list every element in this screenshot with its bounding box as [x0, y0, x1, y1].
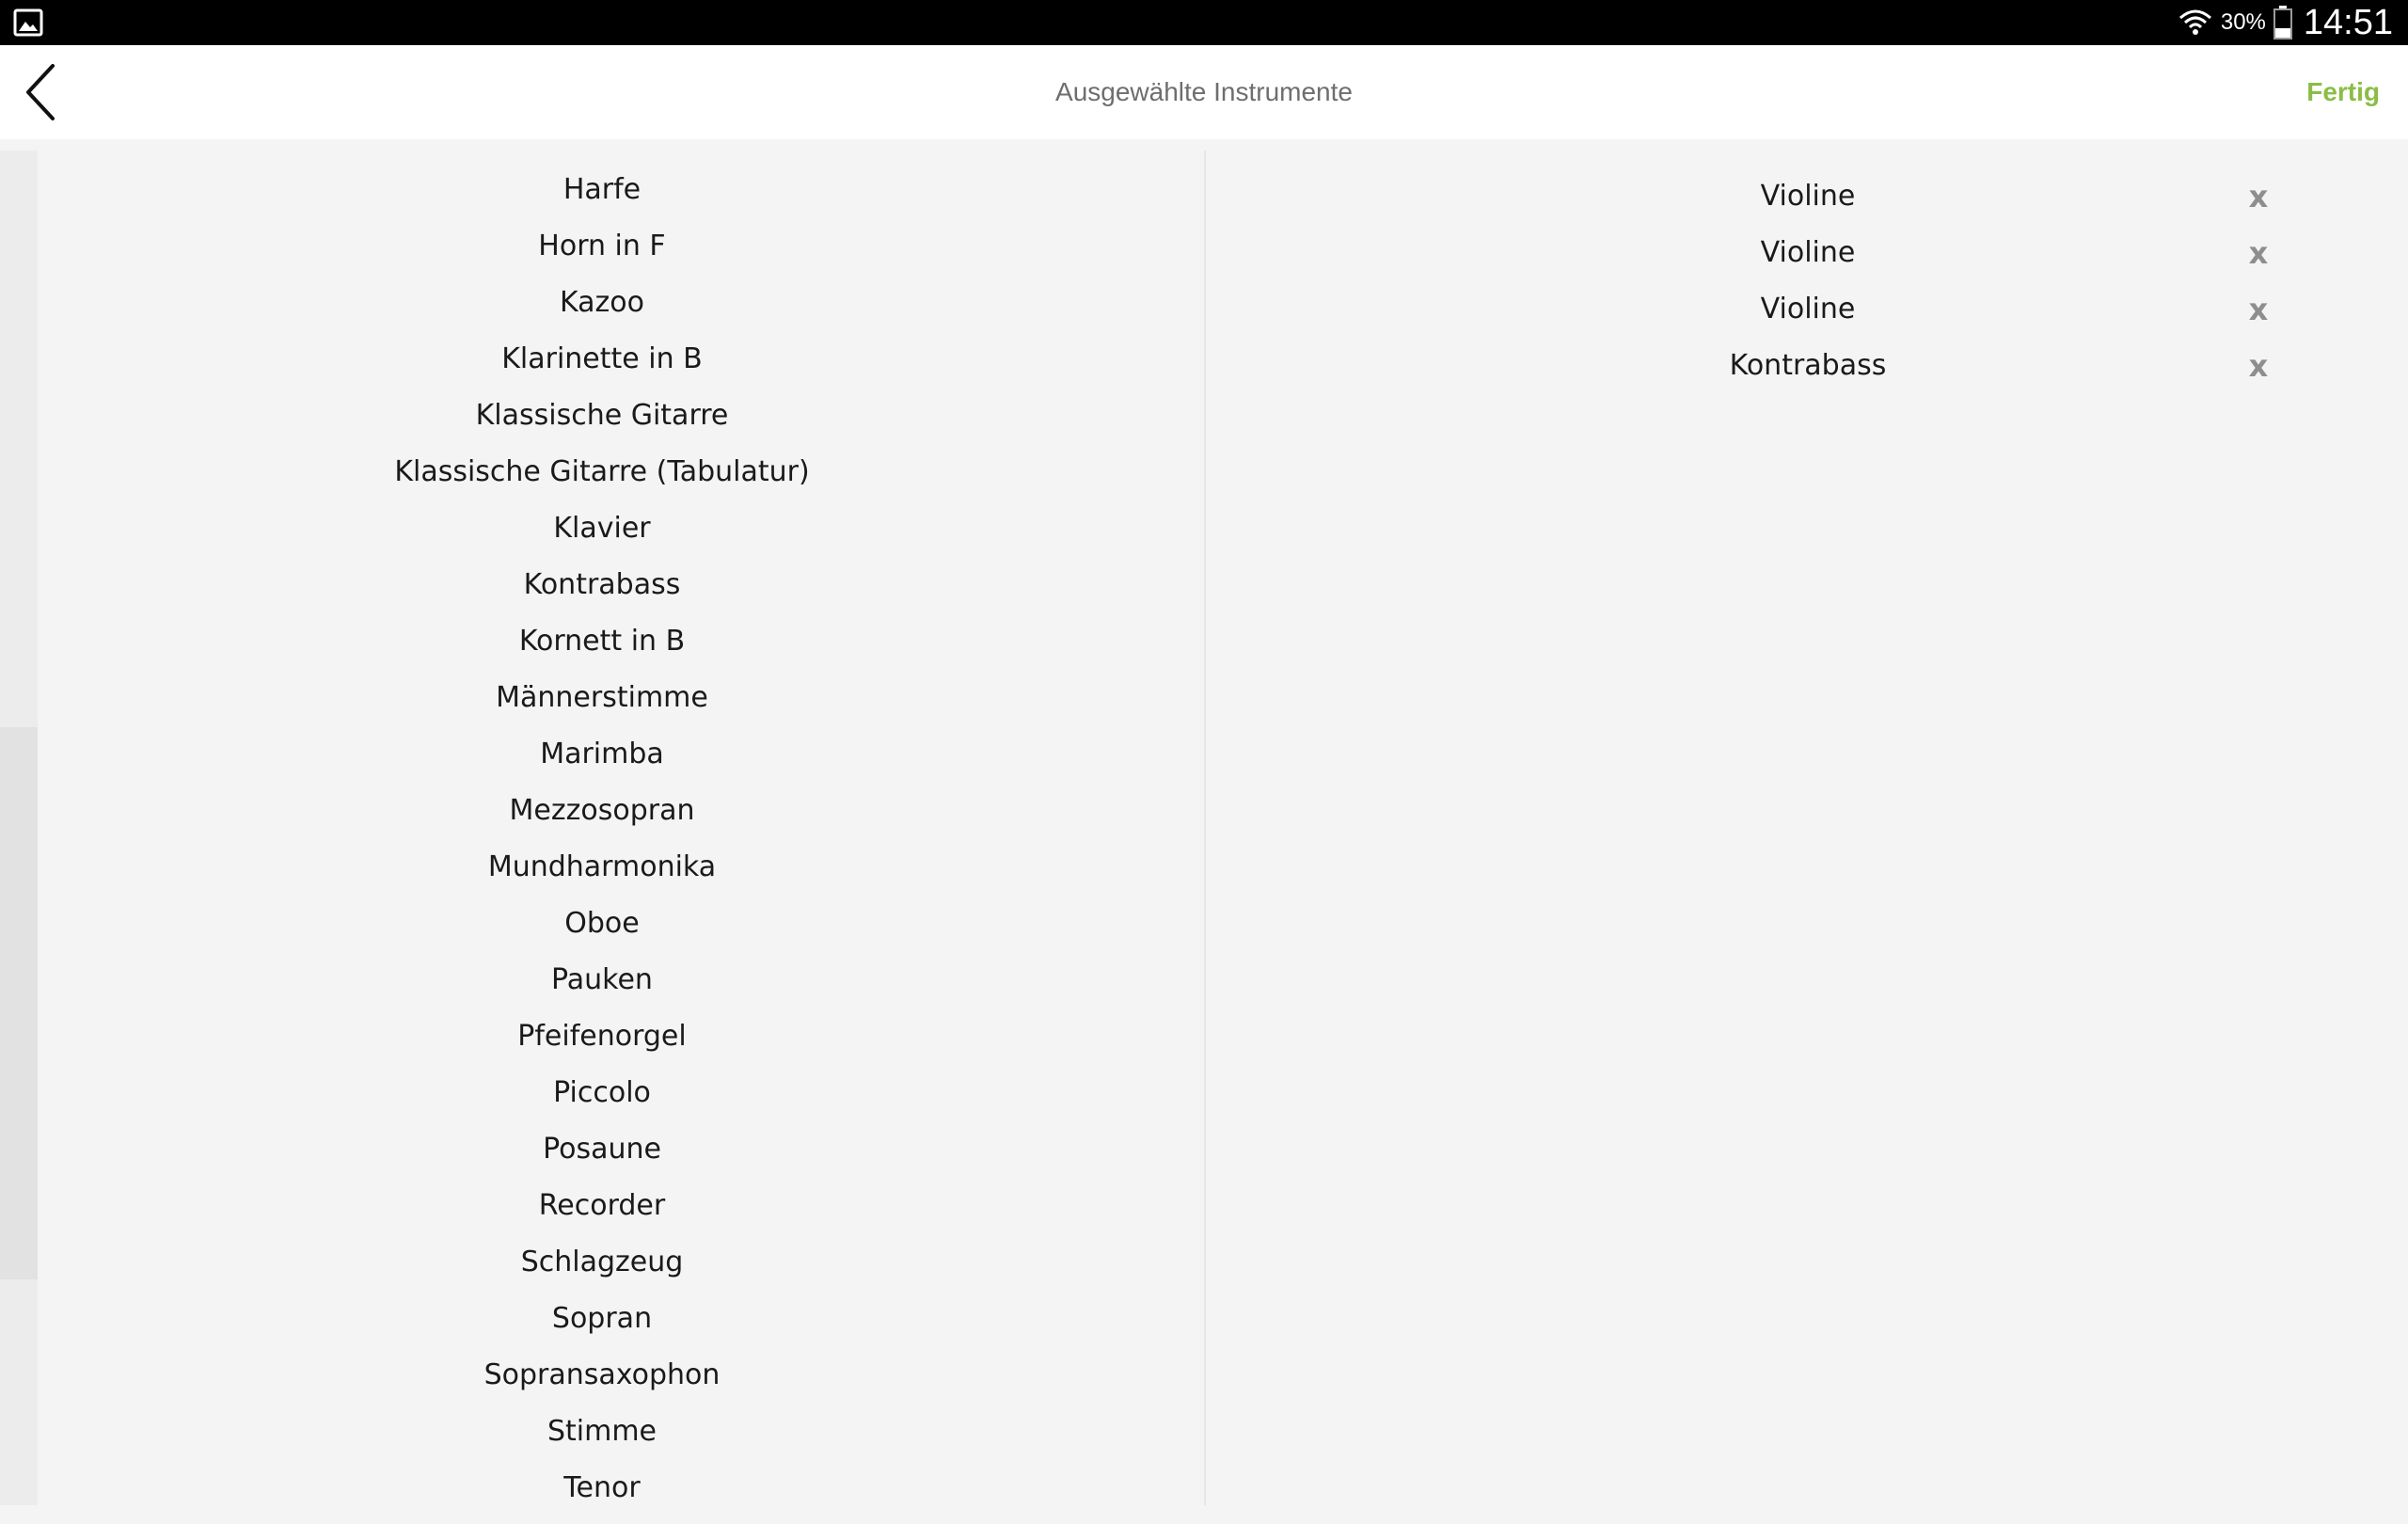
- list-item-klassische-gitarre[interactable]: Klassische Gitarre: [475, 399, 729, 432]
- scrollbar-thumb[interactable]: [0, 727, 38, 1279]
- selected-instrument-row: [1206, 176, 2408, 232]
- list-item-recorder[interactable]: Recorder: [538, 1189, 666, 1222]
- remove-instrument-button[interactable]: x: [2248, 179, 2269, 214]
- selected-instrument-name: Violine: [1760, 180, 1856, 213]
- selected-instruments-list: [1206, 176, 2408, 402]
- list-item-oboe[interactable]: Oboe: [564, 907, 640, 940]
- selected-instrument-row: [1206, 345, 2408, 402]
- done-button[interactable]: Fertig: [2306, 77, 2380, 106]
- list-item-klassische-gitarre-tabulatur[interactable]: Klassische Gitarre (Tabulatur): [394, 455, 810, 488]
- selected-instrument-name: Violine: [1760, 236, 1856, 269]
- list-item-stimme[interactable]: Stimme: [547, 1415, 657, 1448]
- list-item-marimba[interactable]: Marimba: [540, 738, 664, 770]
- list-item-klavier[interactable]: Klavier: [553, 512, 651, 545]
- list-item-schlagzeug[interactable]: Schlagzeug: [520, 1246, 684, 1278]
- battery-percent: 30%: [2220, 9, 2266, 35]
- selected-instrument-row: [1206, 289, 2408, 345]
- list-item-pauken[interactable]: Pauken: [551, 963, 653, 996]
- gallery-icon: [13, 8, 43, 37]
- list-item-tenor[interactable]: Tenor: [563, 1471, 641, 1504]
- list-item-kazoo[interactable]: Kazoo: [560, 286, 644, 319]
- list-item-piccolo[interactable]: Piccolo: [553, 1076, 651, 1109]
- status-bar: [0, 0, 2408, 45]
- wifi-icon: [2178, 7, 2213, 39]
- list-item-kontrabass[interactable]: Kontrabass: [523, 568, 681, 601]
- remove-instrument-button[interactable]: x: [2248, 235, 2269, 271]
- list-item-mundharmonika[interactable]: Mundharmonika: [487, 850, 717, 883]
- list-item-sopransaxophon[interactable]: Sopransaxophon: [483, 1358, 721, 1391]
- list-item-harfe[interactable]: Harfe: [562, 173, 642, 206]
- available-instruments-list: [38, 169, 1166, 1524]
- page-title: Ausgewählte Instrumente: [1055, 77, 1353, 106]
- list-item-sopran[interactable]: Sopran: [551, 1302, 653, 1335]
- battery-icon: [2273, 6, 2292, 40]
- list-item-pfeifenorgel[interactable]: Pfeifenorgel: [517, 1020, 687, 1053]
- scrollbar-track[interactable]: [0, 151, 38, 1505]
- list-item-klarinette-in-b[interactable]: Klarinette in B: [501, 342, 703, 375]
- selected-instrument-name: Violine: [1760, 293, 1856, 325]
- list-item-mezzosopran[interactable]: Mezzosopran: [509, 794, 695, 827]
- clock: 14:51: [2303, 2, 2393, 42]
- list-item-kornett-in-b[interactable]: Kornett in B: [518, 625, 686, 658]
- remove-instrument-button[interactable]: x: [2248, 348, 2269, 384]
- selected-instrument-name: Kontrabass: [1729, 349, 1887, 382]
- list-item-maennerstimme[interactable]: Männerstimme: [496, 681, 708, 714]
- instrument-selection-panel: [0, 151, 2408, 1505]
- status-indicators: [2178, 0, 2393, 45]
- list-item-horn-in-f[interactable]: Horn in F: [538, 230, 666, 262]
- remove-instrument-button[interactable]: x: [2248, 292, 2269, 327]
- list-item-posaune[interactable]: Posaune: [543, 1133, 661, 1166]
- selected-instrument-row: [1206, 232, 2408, 289]
- app-bar: [0, 45, 2408, 139]
